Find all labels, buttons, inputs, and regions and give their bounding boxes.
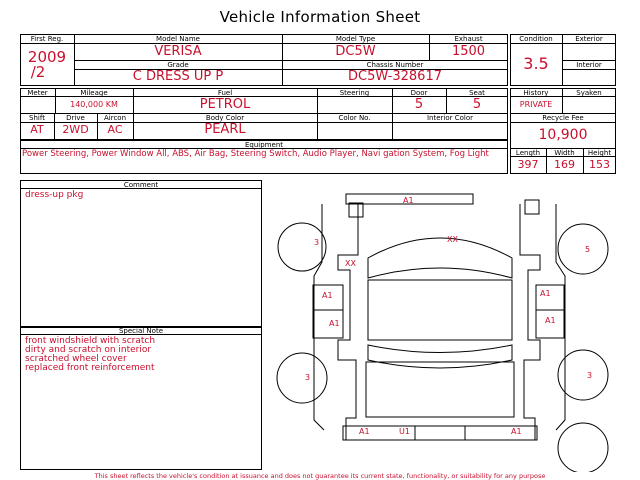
- width-value: 169: [554, 158, 575, 171]
- model-type-label: Model Type: [335, 35, 376, 43]
- special-note-label: Special Note: [118, 327, 164, 335]
- history-value: PRIVATE: [519, 100, 553, 109]
- condition-label: Condition: [519, 35, 553, 43]
- disclaimer: This sheet reflects the vehicle's condition at issuance and does not guarantee its current state, functionality, or suitability for any purpose: [94, 472, 546, 480]
- recycle-fee-value: 10,900: [538, 127, 588, 143]
- page-title: Vehicle Information Sheet: [219, 8, 421, 26]
- damage-mark-left-fender: XX: [345, 259, 356, 268]
- syaken-label: Syaken: [576, 89, 602, 97]
- chassis-label: Chassis Number: [366, 61, 424, 69]
- damage-mark-front-left-wheel: 3: [314, 238, 320, 247]
- history-label: History: [523, 89, 549, 97]
- body-color-value: PEARL: [204, 122, 246, 137]
- grade-value: C DRESS UP P: [132, 69, 224, 84]
- damage-mark-rear-right-wheel: 3: [587, 371, 593, 380]
- damage-mark-right-rear-door: A1: [545, 316, 556, 325]
- model-type-value: DC5W: [335, 44, 376, 59]
- seat-label: Seat: [469, 89, 485, 97]
- length-value: 397: [517, 158, 539, 171]
- aircon-label: Aircon: [103, 114, 127, 122]
- color-no-label: Color No.: [338, 114, 371, 122]
- interior-color-label: Interior Color: [426, 114, 474, 122]
- door-value: 5: [414, 97, 424, 112]
- exhaust-value: 1500: [451, 44, 486, 59]
- width-label: Width: [554, 149, 575, 157]
- chassis-value: DC5W-328617: [347, 69, 442, 84]
- damage-mark-right-front-door: A1: [540, 289, 551, 298]
- length-label: Length: [515, 149, 541, 157]
- first-reg-year: 2009: [27, 48, 67, 66]
- damage-mark-bumper-right: A1: [511, 427, 522, 436]
- mileage-value: 140,000 KM: [70, 100, 118, 109]
- car-damage-diagram: [264, 180, 634, 472]
- grade-label: Grade: [167, 61, 189, 69]
- drive-value: 2WD: [62, 123, 89, 136]
- comment-label: Comment: [123, 181, 159, 189]
- shift-value: AT: [30, 123, 44, 136]
- damage-mark-roof: A1: [403, 196, 414, 205]
- shift-label: Shift: [29, 114, 45, 122]
- door-label: Door: [410, 89, 428, 97]
- steering-label: Steering: [339, 89, 370, 97]
- fuel-label: Fuel: [217, 89, 233, 97]
- comment-box: [20, 180, 262, 328]
- exterior-label: Exterior: [575, 35, 603, 43]
- model-name-value: VERISA: [154, 44, 202, 59]
- equipment-label: Equipment: [245, 141, 283, 149]
- special-note-line: replaced front reinforcement: [25, 363, 155, 373]
- drive-label: Drive: [66, 114, 85, 122]
- condition-value: 3.5: [523, 54, 549, 73]
- damage-mark-bumper-left: A1: [359, 427, 370, 436]
- height-label: Height: [587, 149, 612, 157]
- special-note-line: scratched wheel cover: [25, 354, 127, 364]
- recycle-fee-label: Recycle Fee: [542, 114, 584, 122]
- equipment-value: Power Steering, Power Window All, ABS, Air Bag, Steering Switch, Audio Player, Navi gation System, Fog Light: [22, 149, 489, 159]
- damage-mark-left-front-door: A1: [322, 291, 333, 300]
- model-name-label: Model Name: [156, 35, 200, 43]
- damage-mark-rear-left-wheel: 3: [305, 373, 311, 382]
- fuel-value: PETROL: [199, 97, 251, 112]
- first-reg-label: First Reg.: [30, 35, 64, 43]
- damage-mark-left-rear-door: A1: [329, 319, 340, 328]
- meter-label: Meter: [27, 89, 48, 97]
- damage-mark-front-right-wheel: 5: [585, 245, 591, 254]
- interior-label: Interior: [576, 61, 602, 69]
- exhaust-label: Exhaust: [454, 35, 483, 43]
- damage-mark-windshield: XX: [447, 235, 458, 244]
- seat-value: 5: [472, 97, 482, 112]
- body-color-label: Body Color: [205, 114, 245, 122]
- comment-text: dress-up pkg: [25, 190, 84, 200]
- special-note-line: front windshield with scratch: [25, 336, 156, 346]
- mileage-label: Mileage: [80, 89, 108, 97]
- special-note-line: dirty and scratch on interior: [25, 345, 152, 355]
- first-reg-month: /2: [30, 63, 46, 81]
- height-value: 153: [589, 158, 610, 171]
- aircon-value: AC: [107, 123, 123, 136]
- damage-mark-bumper-mid: U1: [399, 427, 410, 436]
